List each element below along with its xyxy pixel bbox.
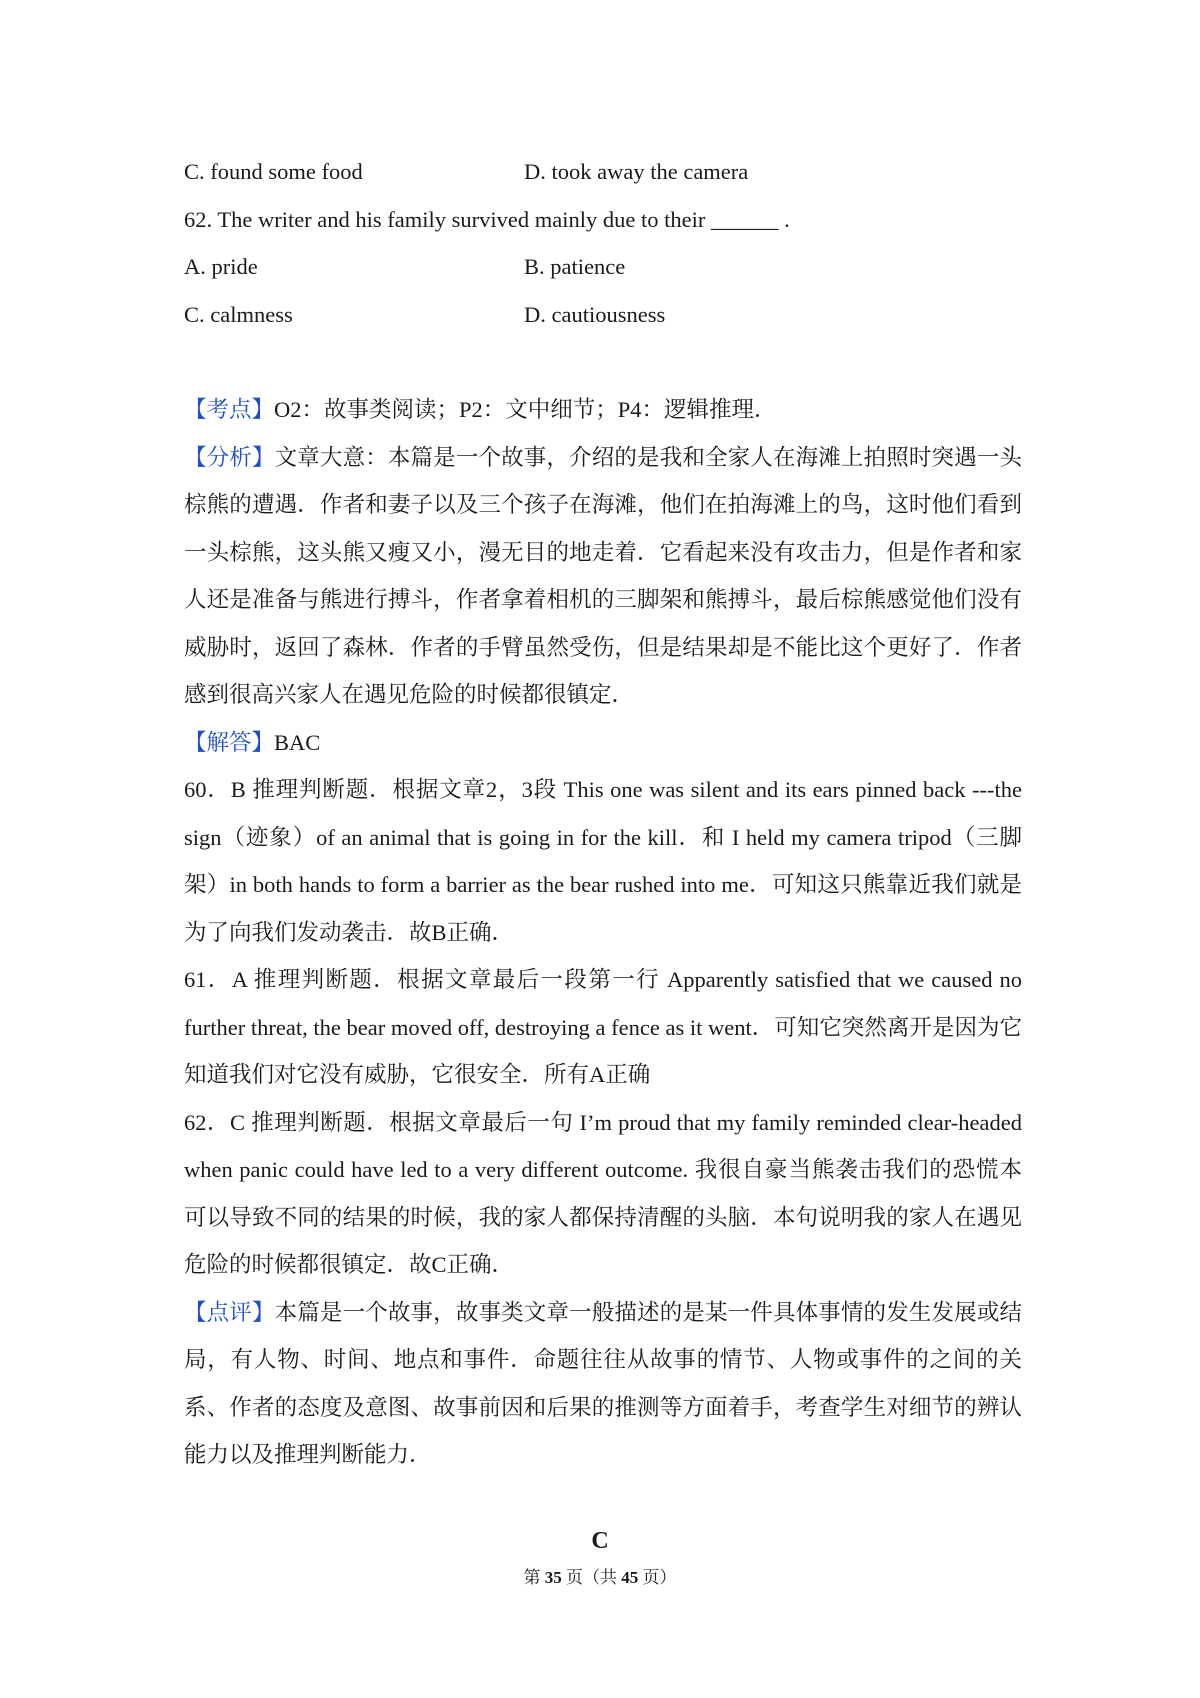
kaodian-text: O2：故事类阅读；P2：文中细节；P4：逻辑推理．	[274, 397, 777, 422]
current-page: 35	[544, 1568, 562, 1587]
q62-options-row-2	[184, 291, 1022, 339]
kaodian-section	[184, 386, 1022, 434]
page-prefix: 第	[523, 1568, 541, 1587]
dianping-section	[184, 1289, 1022, 1479]
kaodian-tag: 【考点】	[184, 397, 275, 422]
answer-61: 61．A 推理判断题．根据文章最后一段第一行 Apparently satisfied that we caused no further threat, the bear moved off, destroying a fence as it went．可知它突然离开是因为它知道我们对它没有威胁，它很安全．所有A正确	[184, 967, 1022, 1087]
page-middle: 页（共	[566, 1568, 617, 1587]
total-pages: 45	[621, 1568, 639, 1587]
jieda-tag: 【解答】	[184, 729, 275, 755]
jieda-text: BAC	[274, 729, 321, 755]
page-number	[0, 1563, 1200, 1588]
dianping-text: 本篇是一个故事，故事类文章一般描述的是某一件具体事情的发生发展或结局，有人物、时间、地点和事件．命题往往从故事的情节、人物或事件的之间的关系、作者的态度及意图、故事前因和后果的推测等方面着手，考查学生对细节的辨认能力以及推理判断能力．	[184, 1299, 1022, 1467]
jieda-section	[184, 719, 1022, 767]
q62-options-row-1	[184, 243, 1022, 291]
q61-option-c: C. found some food	[184, 159, 363, 184]
answer-62: 62．C 推理判断题．根据文章最后一句 I’m proud that my family reminded clear-headed when panic could have led to a very different outcome. 我很自豪当熊袭击我们的恐慌本可以导致不同的结果的时候，我的家人都保持清醒的头脑．本句说明我的家人在遇见危险的时候都很镇定．故C正确．	[184, 1109, 1022, 1277]
q62-option-b: B. patience	[524, 254, 626, 279]
fenxi-tag: 【分析】	[184, 444, 275, 470]
fenxi-text: 文章大意：本篇是一个故事，介绍的是我和全家人在海滩上拍照时突遇一头棕熊的遭遇．作者和妻子以及三个孩子在海滩，他们在拍海滩上的鸟，这时他们看到一头棕熊，这头熊又瘦又小，漫无目的地走着．它看起来没有攻击力，但是作者和家人还是准备与熊进行搏斗，作者拿着相机的三脚架和熊搏斗，最后棕熊感觉他们没有威胁时，返回了森林．作者的手臂虽然受伤，但是结果却是不能比这个更好了．作者感到很高兴家人在遇见危险的时候都很镇定．	[184, 444, 1022, 707]
q61-options-row	[184, 148, 1022, 196]
q62-option-d: D. cautiousness	[524, 301, 666, 327]
q62-option-a: A. pride	[184, 254, 258, 279]
footer-letter: C	[591, 1528, 609, 1554]
fenxi-section	[184, 434, 1022, 719]
q62-stem: 62. The writer and his family survived mainly due to their ______ .	[184, 206, 790, 232]
q61-option-d: D. took away the camera	[524, 159, 749, 184]
section-spacer	[184, 338, 1022, 386]
page-suffix: 页）	[642, 1568, 677, 1587]
dianping-tag: 【点评】	[184, 1299, 275, 1325]
page-content	[184, 148, 1022, 1479]
answer-60: 60．B 推理判断题．根据文章2，3段 This one was silent and its ears pinned back ---the sign（迹象）of an animal that is going in for the kill．和 I held my camera tripod（三脚架）in both hands to form a barrier as the bear rushed into me．可知这只熊靠近我们就是为了向我们发动袭击．故B正确．	[184, 777, 1022, 945]
q62-option-c: C. calmness	[184, 301, 293, 327]
